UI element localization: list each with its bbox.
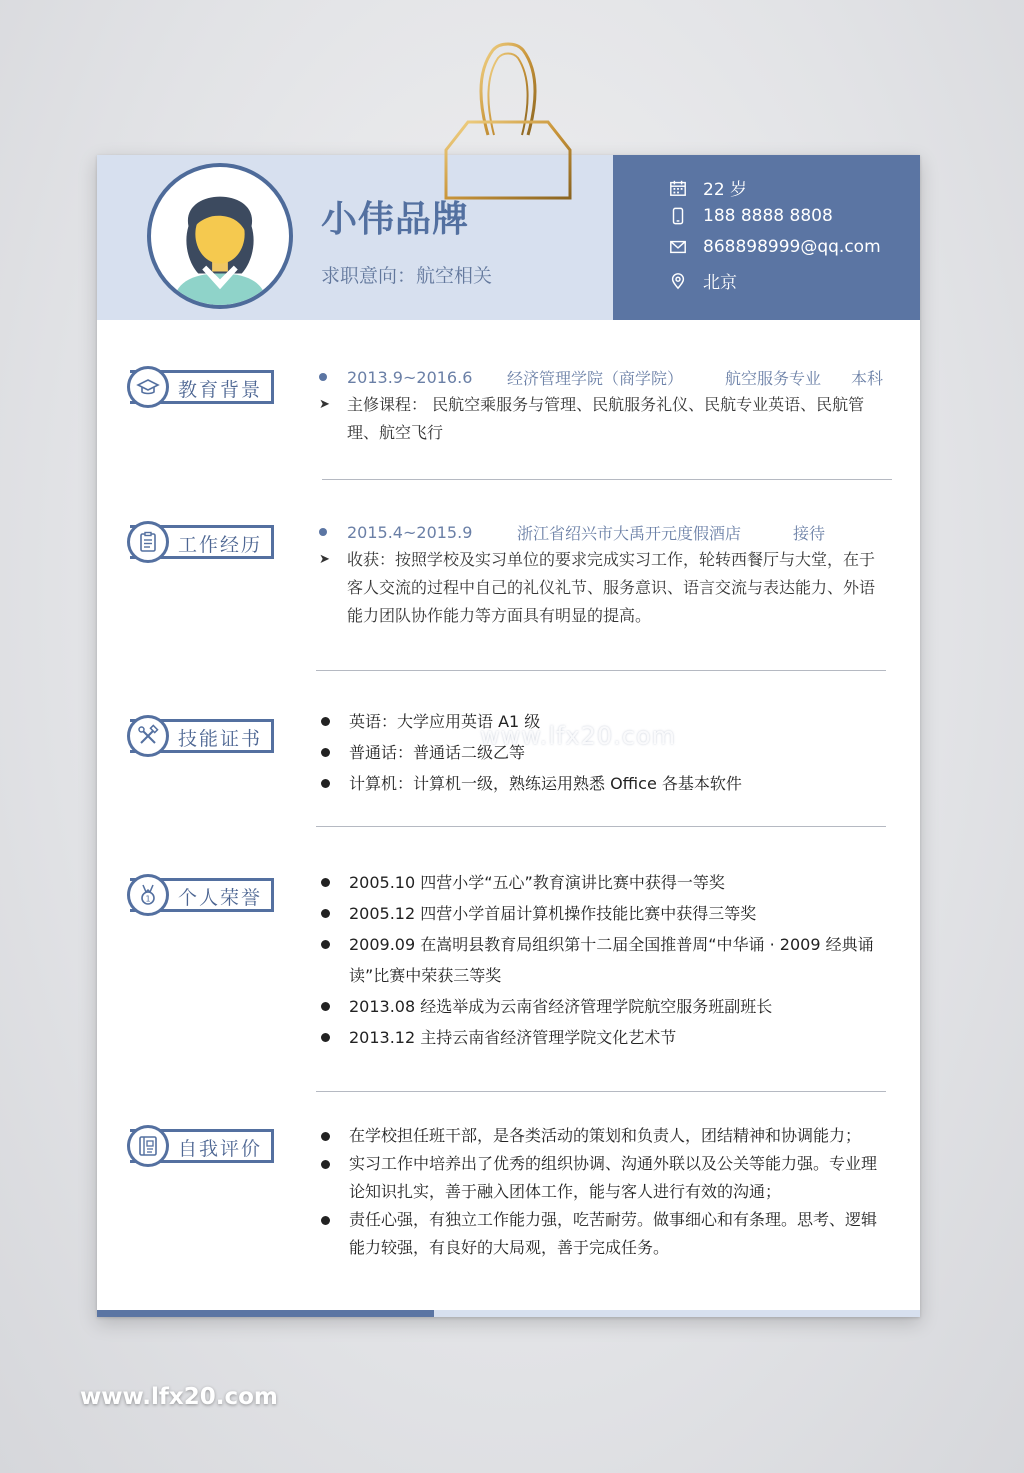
- clipboard-icon: [136, 530, 160, 554]
- section-tag-skills: [130, 719, 274, 753]
- honor-text: 2005.10 四营小学“五心”教育演讲比赛中获得一等奖: [349, 873, 725, 892]
- divider: [316, 670, 886, 671]
- bullet-dot: [321, 717, 330, 726]
- self-eval-text: 在学校担任班干部，是各类活动的策划和负责人，团结精神和协调能力；: [349, 1126, 862, 1145]
- tag-circle: [127, 874, 169, 916]
- bullet-dot: [321, 1033, 330, 1042]
- work-summary: 收获：按照学校及实习单位的要求完成实习工作，轮转西餐厅与大堂，在于客人交流的过程中自己的礼仪礼节、服务意识、语言交流与表达能力、外语能力团队协作能力等方面具有明显的提高。: [347, 550, 876, 625]
- list-item: [319, 929, 889, 991]
- education-content: [319, 363, 889, 447]
- section-title-skills: 技能证书: [178, 728, 263, 750]
- mail-icon: [669, 238, 687, 256]
- graduation-cap-icon: [136, 375, 160, 399]
- work-summary-row: [319, 546, 889, 630]
- bottom-bar-accent: [97, 1310, 434, 1317]
- education-period: 2013.9~2016.6: [347, 367, 473, 387]
- work-period: 2015.4~2015.9: [347, 522, 473, 542]
- divider: [322, 479, 892, 480]
- list-item: [319, 1150, 889, 1206]
- skills-list: [319, 706, 889, 799]
- section-title-self: 自我评价: [178, 1138, 263, 1160]
- section-title-honors: 个人荣誉: [178, 887, 263, 909]
- section-tag-self: [130, 1129, 274, 1163]
- contact-panel: [613, 155, 920, 320]
- tag-circle: [127, 521, 169, 563]
- self-eval-text: 实习工作中培养出了优秀的组织协调、沟通外联以及公关等能力强。专业理论知识扎实，善于融入团体工作，能与客人进行有效的沟通；: [349, 1154, 878, 1201]
- bullet-dot: [321, 878, 330, 887]
- bullet-dot: [321, 748, 330, 757]
- section-tag-honors: [130, 878, 274, 912]
- watermark-middle: www.lfx20.com: [480, 722, 677, 750]
- arrow-icon: ➤: [319, 552, 330, 567]
- location-icon: [669, 272, 687, 290]
- section-tag-education: [130, 370, 274, 404]
- bullet-dot: [321, 1002, 330, 1011]
- self-list: [319, 1122, 889, 1262]
- honor-text: 2013.12 主持云南省经济管理学院文化艺术节: [349, 1028, 677, 1047]
- honor-text: 2009.09 在嵩明县教育局组织第十二届全国推普周“中华诵 · 2009 经典诵读”比赛中荣获三等奖: [349, 935, 874, 985]
- list-item: [319, 1206, 889, 1262]
- bullet-dot: [321, 1132, 330, 1141]
- skill-text: 计算机：计算机一级，熟练运用熟悉 Office 各基本软件: [349, 774, 742, 793]
- skills-content: [319, 706, 889, 799]
- list-item: [319, 867, 889, 898]
- contact-location-text: 北京: [703, 273, 737, 293]
- contact-age-text: 22 岁: [703, 180, 748, 200]
- tools-icon: [136, 724, 160, 748]
- list-item: [319, 898, 889, 929]
- medal-icon: [136, 883, 160, 907]
- bullet-dot: [321, 940, 330, 949]
- avatar: [147, 163, 293, 309]
- work-content: [319, 518, 889, 630]
- honors-content: [319, 867, 889, 1053]
- list-item: [319, 768, 889, 799]
- job-intent: 求职意向：航空相关: [321, 265, 493, 287]
- list-item: [319, 991, 889, 1022]
- list-item: [319, 1022, 889, 1053]
- work-role: 接待: [793, 523, 826, 543]
- bullet-dot: [319, 373, 327, 381]
- tag-circle: [127, 715, 169, 757]
- honor-text: 2013.08 经选举成为云南省经济管理学院航空服务班副班长: [349, 997, 773, 1016]
- work-head: [319, 518, 889, 546]
- section-title-work: 工作经历: [178, 534, 263, 556]
- education-head: [319, 363, 889, 391]
- watermark-bottom: www.lfx20.com: [80, 1384, 278, 1410]
- candidate-name: 小伟品牌: [321, 199, 470, 240]
- education-courses: 主修课程： 民航空乘服务与管理、民航服务礼仪、民航专业英语、民航管理、航空飞行: [347, 395, 865, 442]
- list-item: [319, 1122, 889, 1150]
- education-degree: 本科: [851, 368, 884, 388]
- contact-location: [669, 268, 737, 293]
- section-tag-work: [130, 525, 274, 559]
- skill-text: 英语：大学应用英语 A1 级: [349, 712, 541, 731]
- contact-phone: [669, 206, 833, 226]
- self-eval-text: 责任心强，有独立工作能力强，吃苦耐劳。做事细心和有条理。思考、逻辑能力较强，有良好的大局观，善于完成任务。: [349, 1210, 878, 1257]
- education-courses-row: [319, 391, 889, 447]
- contact-email: [669, 237, 881, 257]
- phone-icon: [669, 207, 687, 225]
- divider: [316, 1091, 886, 1092]
- avatar-woman-icon: [151, 167, 289, 305]
- bullet-dot: [321, 909, 330, 918]
- calendar-icon: [669, 179, 687, 197]
- self-content: [319, 1122, 889, 1262]
- honor-text: 2005.12 四营小学首届计算机操作技能比赛中获得三等奖: [349, 904, 757, 923]
- work-company: 浙江省绍兴市大禹开元度假酒店: [517, 523, 742, 543]
- section-title-education: 教育背景: [178, 379, 263, 401]
- bullet-dot: [321, 1216, 330, 1225]
- education-major: 航空服务专业: [725, 368, 822, 388]
- skill-text: 普通话：普通话二级乙等: [349, 743, 526, 762]
- bullet-dot: [319, 528, 327, 536]
- education-school: 经济管理学院（商学院）: [507, 368, 684, 388]
- binder-clip-icon: [438, 40, 578, 210]
- contact-age: [669, 175, 747, 200]
- bullet-dot: [321, 779, 330, 788]
- profile-card-icon: [136, 1134, 160, 1158]
- tag-circle: [127, 1125, 169, 1167]
- svg-text:1: 1: [145, 894, 151, 904]
- contact-email-text: 868898999@qq.com: [703, 237, 881, 257]
- bottom-bar-light: [434, 1310, 920, 1317]
- honors-list: [319, 867, 889, 1053]
- contact-phone-text: 188 8888 8808: [703, 206, 833, 226]
- tag-circle: [127, 366, 169, 408]
- bullet-dot: [321, 1160, 330, 1169]
- arrow-icon: ➤: [319, 397, 330, 412]
- divider: [316, 826, 886, 827]
